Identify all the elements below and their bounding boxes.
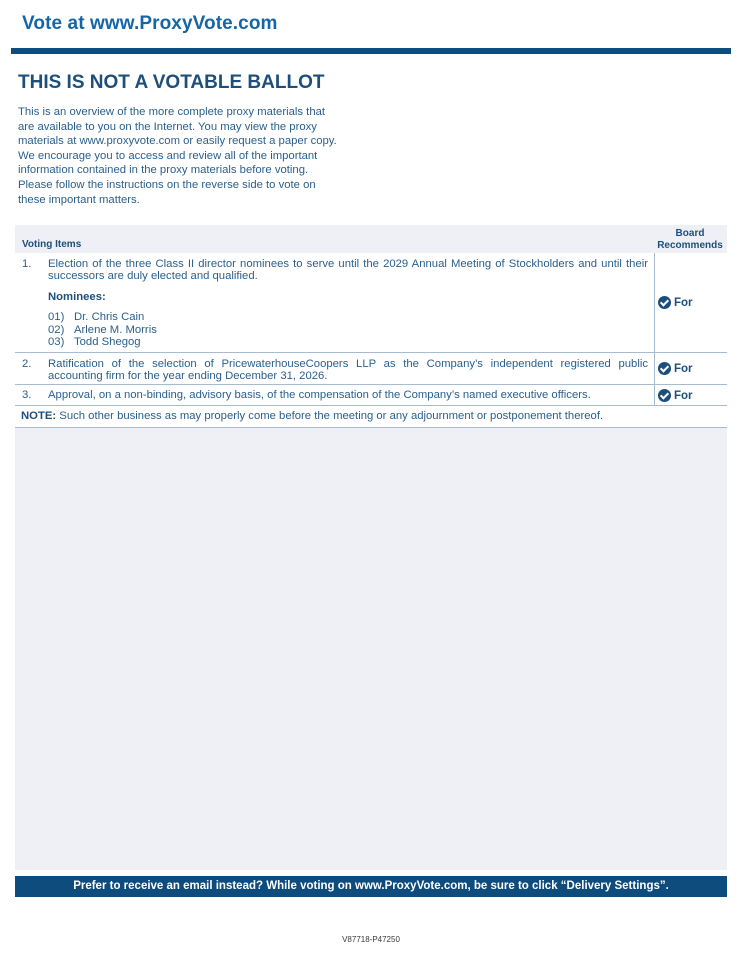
- column-header-board-recommends: [652, 228, 728, 251]
- check-circle-icon: [658, 296, 671, 309]
- recommendation-label: For: [674, 389, 693, 402]
- nominee-name: Todd Shegog: [74, 336, 141, 348]
- header-rule: [11, 48, 731, 54]
- voting-items-table: [15, 253, 727, 428]
- nominee-name: Dr. Chris Cain: [74, 311, 145, 323]
- column-divider: [654, 353, 655, 384]
- intro-paragraph: [18, 105, 363, 207]
- recommendation-label: For: [674, 362, 693, 375]
- item-text: Election of the three Class II director nominees to serve until the 2029 Annual Meeting of Stockholders and until their successors are duly elected and qualified.: [48, 258, 648, 283]
- note-label: NOTE:: [21, 410, 57, 422]
- item-text: Ratification of the selection of PricewaterhouseCoopers LLP as the Company’s independent registered public accounting firm for the year ending December 31, 2026.: [48, 358, 648, 383]
- header-title[interactable]: Vote at www.ProxyVote.com: [22, 13, 278, 34]
- voting-item-row: [15, 253, 727, 353]
- nominee-item: [48, 311, 157, 324]
- voting-item-row: [15, 385, 727, 406]
- nominee-number: 03): [48, 336, 65, 348]
- note-row: [15, 406, 727, 428]
- recommendation: [658, 389, 693, 402]
- intro-line: We encourage you to access and review all of the important: [18, 149, 318, 162]
- recommendation: [658, 296, 693, 309]
- intro-line: materials at www.proxyvote.com or easily request a paper copy.: [18, 135, 337, 148]
- intro-line: This is an overview of the more complete proxy materials that: [18, 106, 326, 118]
- nominee-name: Arlene M. Morris: [74, 323, 157, 336]
- item-number: 1.: [22, 258, 32, 270]
- column-divider: [654, 385, 655, 405]
- nominee-item: [48, 336, 157, 349]
- nominee-number: 01): [48, 311, 65, 323]
- voting-item-row: [15, 353, 727, 385]
- intro-line: are available to you on the Internet. You may view the proxy: [18, 120, 317, 133]
- column-divider: [654, 253, 655, 352]
- page-title: THIS IS NOT A VOTABLE BALLOT: [18, 72, 325, 93]
- recommendation-label: For: [674, 296, 693, 309]
- document-code: V87718-P47250: [342, 935, 400, 944]
- nominee-item: [48, 324, 157, 337]
- email-delivery-banner: Prefer to receive an email instead? While voting on www.ProxyVote.com, be sure to click “Delivery Settings”.: [15, 876, 727, 897]
- check-circle-icon: [658, 389, 671, 402]
- column-header-voting-items: Voting Items: [22, 239, 82, 250]
- note-text: Such other business as may properly come before the meeting or any adjournment or postponement thereof.: [56, 410, 604, 422]
- intro-line: Please follow the instructions on the reverse side to vote on: [18, 178, 316, 191]
- board-header-line: Board: [675, 228, 705, 239]
- item-number: 2.: [22, 358, 32, 370]
- intro-line: these important matters.: [18, 193, 140, 206]
- nominee-number: 02): [48, 323, 65, 336]
- nominees-label: Nominees:: [48, 291, 106, 303]
- nominee-list: [48, 311, 157, 349]
- check-circle-icon: [658, 362, 671, 375]
- item-number: 3.: [22, 389, 32, 401]
- recommendation: [658, 362, 693, 375]
- board-header-line: Recommends: [657, 239, 723, 251]
- item-text: Approval, on a non-binding, advisory basis, of the compensation of the Company’s named executive officers.: [48, 389, 591, 401]
- intro-line: information contained in the proxy materials before voting.: [18, 164, 309, 177]
